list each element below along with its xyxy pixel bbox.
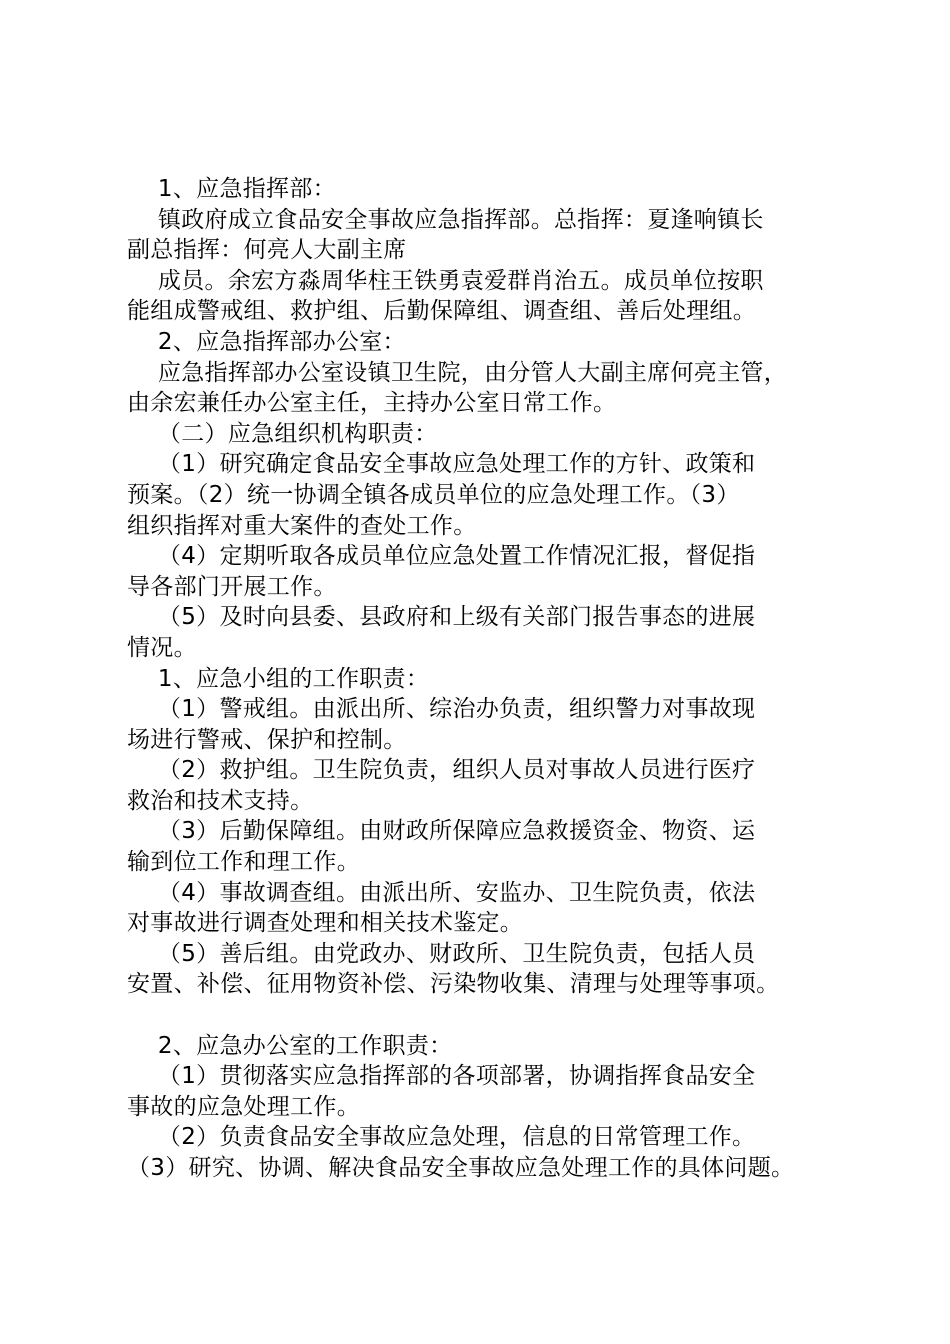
paragraph-line: 成员。余宏方淼周华柱王铁勇袁爱群肖治五。成员单位按职 (127, 267, 764, 294)
paragraph-line: 应急指挥部办公室设镇卫生院，由分管人大副主席何亮主管， (127, 359, 788, 386)
paragraph-line: 情况。 (127, 634, 197, 661)
paragraph-line: 事故的应急处理工作。 (127, 1093, 360, 1120)
paragraph-line: （1）警戒组。由派出所、综治办负责，组织警力对事故现 (127, 696, 756, 723)
paragraph-line: （2）负责食品安全事故应急处理，信息的日常管理工作。 (127, 1124, 756, 1151)
paragraph-line: 副总指挥：何亮人大副主席 (127, 237, 407, 264)
paragraph-line: （1）研究确定食品安全事故应急处理工作的方针、政策和 (127, 451, 756, 478)
paragraph-line: 能组成警戒组、救护组、后勤保障组、调查组、善后处理组。 (127, 298, 757, 325)
paragraph-line: 输到位工作和理工作。 (127, 849, 360, 876)
paragraph-line: 导各部门开展工作。 (127, 573, 337, 600)
paragraph-line: 场进行警戒、保护和控制。 (127, 726, 407, 753)
blank-line (127, 1000, 847, 1031)
paragraph-line: （4）事故调查组。由派出所、安监办、卫生院负责，依法 (127, 879, 756, 906)
heading-command-office: 2、应急指挥部办公室： (127, 328, 406, 355)
heading-team-duties: 1、应急小组的工作职责： (127, 665, 430, 692)
paragraph-line: 由余宏兼任办公室主任，主持办公室日常工作。 (127, 390, 617, 417)
paragraph-line: 预案。（2）统一协调全镇各成员单位的应急处理工作。（3） (127, 481, 740, 508)
heading-organization-duties: （二）应急组织机构职责： (127, 420, 438, 447)
paragraph-line: （3）后勤保障组。由财政所保障应急救援资金、物资、运 (127, 818, 756, 845)
paragraph-line: 对事故进行调查处理和相关技术鉴定。 (127, 910, 524, 937)
paragraph-line: 镇政府成立食品安全事故应急指挥部。总指挥：夏逢响镇长 (127, 206, 764, 233)
paragraph-line: （3）研究、协调、解决食品安全事故应急处理工作的具体问题。 (127, 1155, 795, 1181)
paragraph-line: 救治和技术支持。 (127, 787, 314, 814)
heading-command-center: 1、应急指挥部： (127, 176, 336, 202)
document-body (127, 174, 847, 1184)
paragraph-line: （4）定期听取各成员单位应急处置工作情况汇报，督促指 (127, 543, 756, 570)
paragraph-line: 安置、补偿、征用物资补偿、污染物收集、清理与处理等事项。 (127, 971, 780, 998)
paragraph-line: 组织指挥对重大案件的查处工作。 (127, 512, 477, 539)
paragraph-line: （5）及时向县委、县政府和上级有关部门报告事态的进展 (127, 604, 756, 631)
paragraph-line: （1）贯彻落实应急指挥部的各项部署，协调指挥食品安全 (127, 1063, 756, 1090)
paragraph-line: （2）救护组。卫生院负责，组织人员对事故人员进行医疗 (127, 757, 756, 784)
heading-office-duties: 2、应急办公室的工作职责： (127, 1032, 453, 1059)
paragraph-line: （5）善后组。由党政办、财政所、卫生院负责，包括人员 (127, 940, 756, 967)
